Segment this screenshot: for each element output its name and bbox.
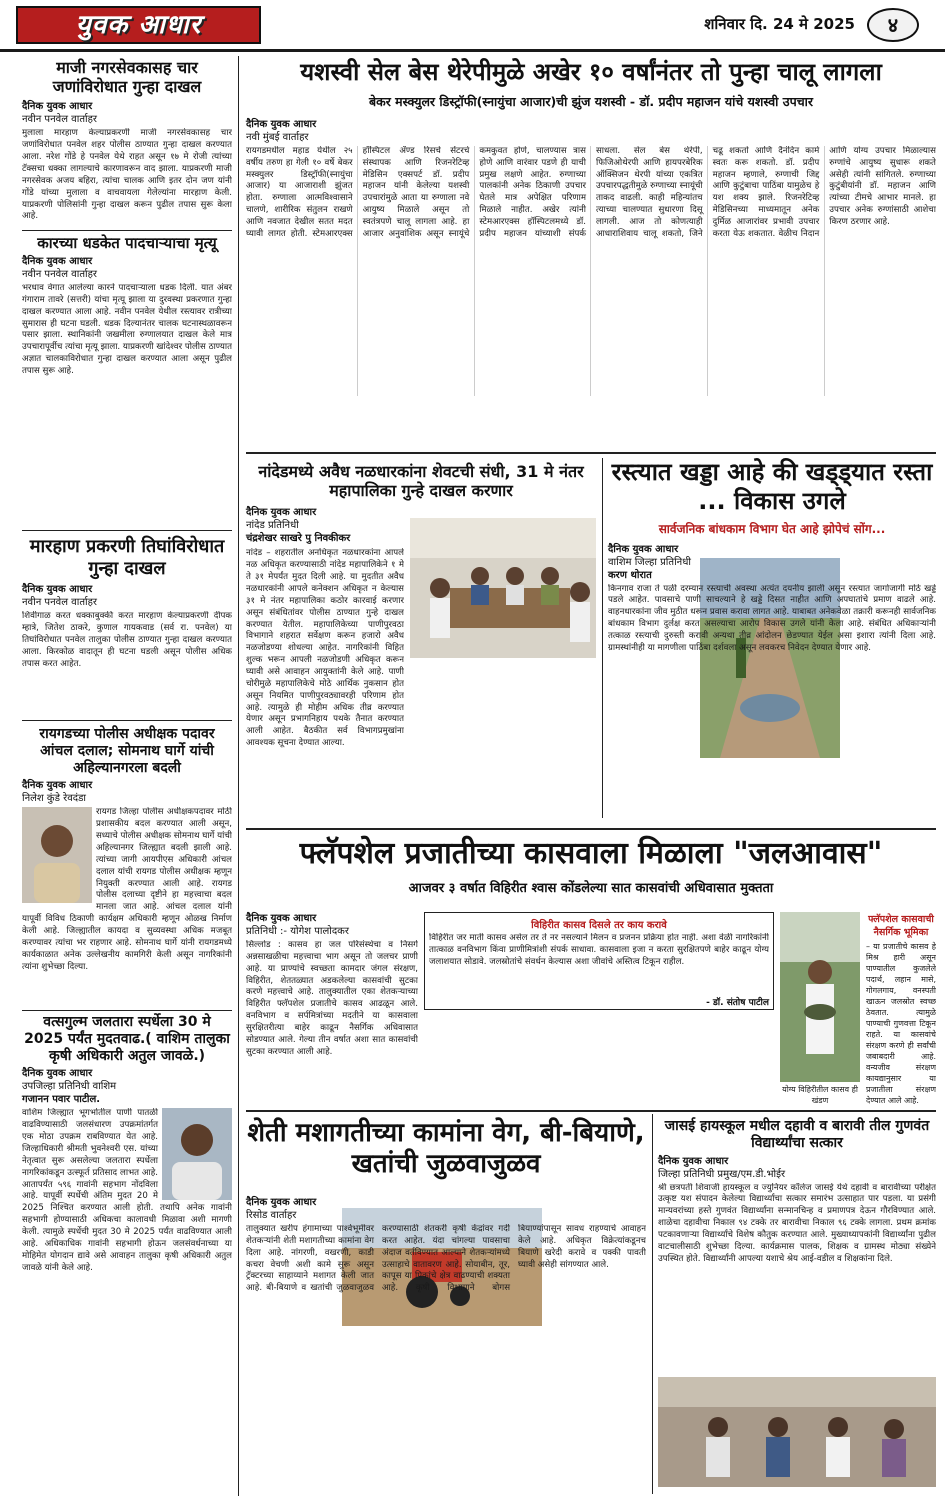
float-spacer xyxy=(158,1108,232,1202)
story-turtle xyxy=(246,836,936,896)
lead-headline: यशस्वी सेल बेस थेरेपीमुळे अखेर १० वर्षांनंतर तो पुन्हा चालू लागला xyxy=(300,58,882,86)
column-divider xyxy=(602,458,603,818)
story-road xyxy=(608,458,936,834)
headline: शेती मशागतीच्या कामांना वेग, बी-बियाणे, खतांची जुळवाजुळव xyxy=(247,1118,645,1180)
lead-body: रायगडमधील महाड येथील २५ वर्षीय तरुण हा गेली १० वर्षे बेकर मस्क्युलर डिस्ट्रॉफी(स्नायुंचा आजार) या आजाराशी झुंजत होता. रुग्णाला आत्मविश्वासाने चालणे, शारीरिक संतुलन राखणे आणि नवजात देखील सतत मदत घ्यावी लागत होती. स्टेमआरएक्स हॉस्पिटल ॲण्ड रिसर्च सेंटरचे संस्थापक आणि रिजनरेटिव्ह मेडिसिन एक्सपर्ट डॉ. प्रदीप महाजन यांनी केलेल्या यशस्वी उपचारांमुळे आता या रुग्णाला नवे आयुष्य मिळाले असून तो स्वतंत्रपणे चालू लागला आहे. हा आजार अनुवांशिक असून स्नायूंचे कमकुवत होणे, चालण्यास त्रास होणे आणि वारंवार पडणे ही याची प्रमुख लक्षणे आहेत. रुग्णाच्या पालकांनी अनेक ठिकाणी उपचार घेतले मात्र अपेक्षित परिणाम मिळाले नाहीत. अखेर त्यांनी स्टेमआरएक्स हॉस्पिटलमध्ये डॉ. प्रदीप महाजन यांच्याशी संपर्क साधला. सेल बेस थेरेपी, फिजिओथेरपी आणि हायपरबेरिक ऑक्सिजन थेरपी यांच्या एकत्रित उपचारपद्धतीमुळे रुग्णाच्या स्नायूंची ताकद वाढली. काही महिन्यांतच त्याच्या चालण्यात सुधारणा दिसू लागली. आज तो कोणत्याही आधाराशिवाय चालू शकतो, जिने चढू शकतो आणि दैनंदिन कामे स्वतः करू शकतो. डॉ. प्रदीप महाजन म्हणाले, रुग्णाची जिद्द आणि कुटुंबाचा पाठिंबा यामुळेच हे यश शक्य झाले. रिजनरेटिव्ह मेडिसिनच्या माध्यमातून अनेक दुर्मिळ आजारांवर प्रभावी उपचार करता येऊ शकतात. वेळीच निदान आणि योग्य उपचार मिळाल्यास रुग्णांचे आयुष्य सुधारू शकते असेही त्यांनी सांगितले. रुग्णाच्या कुटुंबीयांनी डॉ. महाजन आणि त्यांच्या टीमचे आभार मानले. हा उपचार अनेक रुग्णांसाठी आशेचा किरण ठरणार आहे. xyxy=(246,145,936,239)
farming-body-wrap xyxy=(246,1196,646,1494)
issue-date: शनिवार दि. 24 मे 2025 xyxy=(704,15,855,33)
turtle-col1 xyxy=(246,912,418,1126)
headline: वत्सगुल्म जलतारा स्पर्धेला 30 मे 2025 पर्यंत मुदतवाढ.( वाशिम तालुका कृषी अधिकारी अतुल जावळे.) xyxy=(24,1014,230,1064)
story-jaltara xyxy=(22,1014,232,1478)
newspaper-logo: युवक आधार xyxy=(16,6,261,44)
box-signature: - डॉ. संतोष पाटील xyxy=(706,998,769,1008)
divider xyxy=(22,1010,232,1011)
meeting-image xyxy=(410,518,596,658)
meeting-photo xyxy=(410,518,596,658)
article-body xyxy=(22,1108,232,1478)
box-title: विहिरीत कासव दिसले तर काय करावे xyxy=(531,920,667,931)
side-title: फ्लॅपशेल कासवाची नैसर्गिक भूमिका xyxy=(868,914,934,938)
story-farming xyxy=(246,1118,646,1180)
story-school xyxy=(658,1118,936,1487)
byline-place: निलेश कुंडे रेवदंडा xyxy=(22,793,87,805)
article-body: मुलाला मारहाण केल्याप्रकरणी माजी नगरसेवकासह चार जणांविरोधात पनवेल शहर पोलीस ठाण्यात गुन्हा दाखल करण्यात आला. नरेश गोंडे हे पनवेल येथे राहत असून १७ मे रोजी त्यांच्या टॅक्सचा धक्का लागल्याचे कारणावरून वाद झाला. याप्रकरणी माजी नगरसेवक अजय बहिरा, त्यांचा चालक आणि इतर दोन जण यांनी गोंडे यांच्या मुलाला व वाचवायला गेलेल्यांना मारहाण केली. याप्रकरणी पोलिसांनी गुन्हा दाखल करून पुढील तपास सुरू केला आहे. xyxy=(22,128,232,222)
byline-org: दैनिक युवक आधार xyxy=(246,913,317,924)
divider xyxy=(22,530,232,531)
divider xyxy=(246,828,936,830)
byline-place: प्रतिनिधी :- योगेश पालोदकर xyxy=(246,926,349,937)
divider xyxy=(246,452,936,454)
byline xyxy=(22,100,232,126)
float-spacer xyxy=(22,807,96,905)
article-text: रायगड जिल्हा पोलीस अधीक्षकपदावर मोठी प्रशासकीय बदल करण्यात आली असून, सध्याचे पोलीस अधीक्षक सोमनाथ घार्गे यांची अहिल्यानगर जिल्ह्यात बदली झाली आहे. त्यांच्या जागी आयपीएस अधिकारी आंचल दलाल यांची रायगड पोलीस अधीक्षक म्हणून नियुक्ती करण्यात आली आहे. रायगड पोलीस दलाच्या दृष्टीने हा महत्त्वाचा बदल मानला जात आहे. आंचल दलाल यांनी यापूर्वी विविध ठिकाणी कार्यक्षम अधिकारी म्हणून ओळख निर्माण केली आहे. जिल्ह्यातील कायदा व सुव्यवस्था अधिक मजबूत करण्यावर त्यांचा भर राहणार आहे. सोमनाथ घार्गे यांनी रायगडमध्ये कार्यकाळात अनेक उल्लेखनीय कामगिरी केली असून नागरिकांनी त्यांना शुभेच्छा दिल्या. xyxy=(22,807,232,972)
story-raigad-police xyxy=(22,726,232,1057)
article-wrap xyxy=(246,1224,646,1494)
story-nagarsevak xyxy=(22,58,232,226)
byline-name: करण थोरात xyxy=(608,569,652,581)
column-divider xyxy=(652,1114,653,1494)
story-assault xyxy=(22,536,232,721)
headline: नांदेडमध्ये अवैध नळधारकांना शेवटची संधी, 31 मे नंतर महापालिका गुन्हे दाखल करणार xyxy=(258,462,584,501)
masthead xyxy=(0,0,945,52)
headline: रायगडच्या पोलीस अधीक्षक पदावर आंचल दलाल; सोमनाथ घार्गे यांची अहिल्यानगरला बदली xyxy=(39,726,215,776)
headline: रस्त्यात खड्डा आहे की खड्ड्यात रस्ता ... विकास उगले xyxy=(611,458,933,515)
byline xyxy=(22,583,232,609)
article-text: वाशिम जिल्ह्यात भूगर्भातील पाणी पातळी वाढविण्यासाठी जलसंधारण उपक्रमांतर्गत एक मोठा उपक्रम राबविण्यात येत आहे. जिल्हाधिकारी श्रीमती भुवनेश्वरी एस. यांच्या नेतृत्वात सुरू असलेल्या जलतारा स्पर्धेला नागरिकांकडून उत्स्फूर्त प्रतिसाद लाभत आहे. आतापर्यंत ५९६ गावांनी सहभाग नोंदविला आहे. यापूर्वी स्पर्धेची अंतिम मुदत 20 मे 2025 निश्चित करण्यात आली होती. तथापि अनेक गावांनी सहभागी होण्यासाठी अधिकचा कालावधी मिळावा अशी मागणी केली. त्यामुळे स्पर्धेची मुदत 30 मे 2025 पर्यंत वाढविण्यात आली आहे. अधिकाधिक गावांनी सहभागी होऊन जलसंवर्धनाच्या या मोहिमेत योगदान द्यावे असे आवाहन तालुका कृषी अधिकारी अतुल जावळे यांनी केले आहे. xyxy=(22,1108,232,1273)
headline: मारहाण प्रकरणी तिघांविरोधात गुन्हा दाखल xyxy=(29,536,225,579)
byline-place: नवीन पनवेल वार्ताहर xyxy=(22,597,98,609)
byline-place: नांदेड प्रतिनिधी xyxy=(246,520,299,532)
byline-org: दैनिक युवक आधार xyxy=(246,1197,317,1208)
byline-org: दैनिक युवक आधार xyxy=(22,256,93,267)
byline xyxy=(22,255,232,281)
byline-org: दैनिक युवक आधार xyxy=(22,780,93,792)
turtle-side-box xyxy=(866,912,936,1111)
story-nanded xyxy=(246,462,596,808)
turtle-expert-box xyxy=(424,912,774,1010)
byline-place: वाशिम जिल्हा प्रतिनिधी xyxy=(608,556,691,568)
byline-place: नवीन पनवेल वार्ताहर xyxy=(22,269,98,280)
byline-place: उपजिल्हा प्रतिनिधी वाशिम xyxy=(22,1081,117,1093)
article-wrap xyxy=(246,548,596,808)
column-divider xyxy=(238,56,239,1496)
subhead: आजवर ३ वर्षात विहिरीत श्वास कोंडलेल्या सात कासवांची अधिवासात मुक्तता xyxy=(408,881,774,896)
article-body: नांदेड – शहरातील अनधिकृत नळधारकांना आपले नळ अधिकृत करण्यासाठी नांदेड महापालिकेने १ मे ते ३१ मेपर्यंत मुदत दिली आहे. या मुदतीत अवैध नळधारकांनी आपले कनेक्शन अधिकृत न केल्यास ३१ मे नंतर महापालिका कठोर कारवाई करणार असून संबंधितांवर पोलीस ठाण्यात गुन्हे दाखल करण्यात येतील. महापालिकेच्या पाणीपुरवठा विभागाने शहरात सर्वेक्षण करून हजारो अवैध नळजोडण्या शोधल्या आहेत. नागरिकांनी विहित शुल्क भरून आपली नळजोडणी अधिकृत करून घ्यावी असे आवाहन आयुक्तांनी केले आहे. पाणी चोरीमुळे महापालिकेचे मोठे आर्थिक नुकसान होत असून नियमित पाणीपुरवठ्यावरही परिणाम होत आहे. त्यामुळे ही मोहीम अधिक तीव्र करण्यात येणार असून प्रभागनिहाय पथके तैनात करण्यात आली आहेत. बैठकीत सर्व विभागप्रमुखांना आवश्यक सूचना देण्यात आल्या. xyxy=(246,548,404,749)
byline-place: नवीन पनवेल वार्ताहर xyxy=(22,114,98,126)
turtle-release-photo xyxy=(780,912,860,1082)
divider xyxy=(22,720,232,721)
byline-place: जिल्हा प्रतिनिधी प्रमुख/एम.डी.भोईर xyxy=(658,1168,786,1180)
article-body: शिवीगाळ करत धक्काबुक्की करत मारहाण केल्याप्रकरणी दीपक म्हात्रे, जितेश ठाकरे, कुणाल गायकवाड (सर्व रा. पनवेल) या तिघांविरोधात पनवेल तालुका पोलीस ठाण्यात गुन्हा दाखल करण्यात आला. किरकोळ वादातून ही घटना घडली असून पोलीस अधिक तपास करत आहेत. xyxy=(22,611,232,669)
byline xyxy=(22,779,232,805)
subhead: सार्वजनिक बांधकाम विभाग घेत आहे झोपेचं सोंग... xyxy=(658,521,886,536)
article-body: सिल्लोड : कासव हा जल परिसंस्थेचा व निसर्ग अन्नसाखळीचा महत्त्वाचा भाग असून तो जलचर प्राणी आहे. या प्राण्यांचे स्वच्छता कामदार जंगल संरक्षण, विहिरीत, शेततळ्यात अडकलेल्या कासवांची सुटका करणे महत्त्वाचे आहे. तालुक्यातील एका शेतकऱ्याच्या विहिरीत फ्लॅपशेल प्रजातीचे कासव आढळून आले. वनविभाग व सर्पमित्रांच्या मदतीने या कासवाला सुरक्षितरीत्या बाहेर काढून नैसर्गिक अधिवासात सोडण्यात आले. गेल्या तीन वर्षात अशा सात कासवांची सुटका करण्यात आली आहे. xyxy=(246,940,418,1057)
byline-place: नवी मुंबई वार्ताहर xyxy=(246,131,309,143)
lead-story xyxy=(246,58,936,396)
box-body: विहिरीत जर माती कासव असेल तर ते नर नसल्याने मिलन व प्रजनन प्रक्रिया होत नाही. अशा वेळी नागरिकांनी तात्काळ वनविभाग किंवा प्राणीमित्रांशी संपर्क साधावा. कासवाला इजा न करता सुरक्षितपणे बाहेर काढून योग्य जलाशयात सोडावे. जलस्रोतांचे संवर्धन केल्यास अशा जीवांचे अस्तित्व टिकून राहील. xyxy=(429,933,769,967)
byline-org: दैनिक युवक आधार xyxy=(658,1155,729,1167)
byline-org: दैनिक युवक आधार xyxy=(246,507,317,519)
page-number: ४ xyxy=(867,8,919,42)
byline-name: चंद्रशेखर साखरे पु निवकीकर xyxy=(246,533,351,545)
article-wrap xyxy=(22,1108,232,1478)
article-wrap xyxy=(608,584,936,834)
story-car-accident xyxy=(22,234,232,519)
lead-subhead: बेकर मस्क्युलर डिस्ट्रॉफी(स्नायुंचा आजार)ची झुंज यशस्वी - डॉ. प्रदीप महाजन यांचे यशस्वी उपचार xyxy=(368,93,813,109)
turtle-image xyxy=(780,912,860,1082)
article-body: श्री छत्रपती शिवाजी हायस्कूल व ज्युनियर कॉलेज जासई येथे दहावी व बारावीच्या परीक्षेत उत्कृष्ट यश संपादन केलेल्या विद्यार्थ्यांचा सत्कार समारंभ उत्साहात पार पडला. या प्रसंगी मान्यवरांच्या हस्ते गुणवंत विद्यार्थ्यांना सन्मानचिन्ह व प्रमाणपत्र देऊन गौरविण्यात आले. शाळेचा दहावीचा निकाल ९४ टक्के तर बारावीचा निकाल ९६ टक्के लागला. प्रथम क्रमांक पटकावणाऱ्या विद्यार्थ्यांचे विशेष कौतुक करण्यात आले. मुख्याध्यापकांनी विद्यार्थ्यांना पुढील वाटचालीसाठी शुभेच्छा दिल्या. कार्यक्रमास पालक, शिक्षक व ग्रामस्थ मोठ्या संख्येने उपस्थित होते. विद्यार्थ्यांनी आपल्या यशाचे श्रेय आई-वडील व शिक्षकांना दिले. xyxy=(658,1182,936,1264)
byline-org: दैनिक युवक आधार xyxy=(608,543,679,555)
byline-place: रिसोड वार्ताहर xyxy=(246,1210,297,1221)
byline xyxy=(22,1067,232,1106)
byline-org: दैनिक युवक आधार xyxy=(22,584,93,596)
headline: जासई हायस्कूल मधील दहावी व बारावी तील गुणवंत विद्यार्थ्यांचा सत्कार xyxy=(664,1118,930,1151)
byline-org: दैनिक युवक आधार xyxy=(22,1068,93,1080)
byline-name: गजानन पवार पाटील. xyxy=(22,1094,101,1106)
article-text: किनगाव राजा ते पळी दरम्यान रस्त्याची अवस्था अत्यंत दयनीय झाली असून रस्त्यात जागोजागी मोठे खड्डे पडले आहेत. पावसाचे पाणी साचल्याने हे खड्डे दिसत नाहीत आणि अपघातांचे प्रमाण वाढले आहे. वाहनधारकांना जीव मुठीत धरून प्रवास करावा लागत आहे. याबाबत अनेकवेळा तक्रारी करूनही सार्वजनिक बांधकाम विभाग दुर्लक्ष करत असल्याचा आरोप विकास उगले यांनी केला आहे. संबंधित अधिकाऱ्यांनी तत्काळ रस्त्याची दुरुस्ती करावी अन्यथा तीव्र आंदोलन छेडण्यात येईल असा इशारा त्यांनी दिला आहे. ग्रामस्थांनीही या मागणीला पाठिंबा दर्शवला असून लवकरच निवेदन देण्यात येणार आहे. xyxy=(608,583,936,653)
side-body: – या प्रजातीचे कासव हे मिश्र हारी असून पाण्यातील कुजलेले पदार्थ, लहान मासे, गोगलगाय, वनस्पती खाऊन जलस्रोत स्वच्छ ठेवतात. त्यामुळे पाण्याची गुणवत्ता टिकून राहते. या कासवांचे संरक्षण करणे ही सर्वांची जबाबदारी आहे. वन्यजीव संरक्षण कायद्यानुसार या प्रजातीला संरक्षण देण्यात आले आहे. xyxy=(866,942,936,1106)
photo-caption: योग्य विहिरीतील कासव ही खंडण xyxy=(782,1085,858,1105)
byline xyxy=(658,1155,936,1181)
felicitation-photo xyxy=(658,1377,936,1487)
byline-org: दैनिक युवक आधार xyxy=(22,101,93,113)
article-body: भरधाव वेगात आलेल्या कारने पादचाऱ्याला धडक दिली. यात अंबर गंगाराम तावरे (सत्तरी) यांचा मृत्यू झाला या दुरवस्था प्रकरणात गुन्हा दाखल करण्यात आला आहे. नवीन पनवेल येथील रस्त्यावर रात्रीच्या सुमारास ही घटना घडली. धडक दिल्यानंतर चालक घटनास्थळावरून पसार झाला. स्थानिकांनी जखमीला रुग्णालयात दाखल केले मात्र उपचारापूर्वीच त्यांचा मृत्यू झाला. याप्रकरणी खांदेश्वर पोलीस ठाण्यात अज्ञात चालकाविरोधात गुन्हा दाखल करण्यात आला असून पुढील तपास सुरू आहे. xyxy=(22,283,232,377)
byline xyxy=(246,118,936,144)
headline: कारच्या धडकेत पादचाऱ्याचा मृत्यू xyxy=(37,234,217,252)
article-body: तालुक्यात खरीप हंगामाच्या पार्श्वभूमीवर शेतकऱ्यांनी शेती मशागतीच्या कामांना वेग दिला आहे. नांगरणी, वखरणी, काडी कचरा वेचणी अशी कामे सुरू असून ट्रॅक्टरच्या साहाय्याने मशागत केली जात आहे. बी-बियाणे व खतांची जुळवाजुळव करण्यासाठी शेतकरी कृषी केंद्रांवर गर्दी करत आहेत. यंदा चांगल्या पावसाचा अंदाज वर्तविण्यात आल्याने शेतकऱ्यांमध्ये उत्साहाचे वातावरण आहे. सोयाबीन, तूर, कापूस या पिकांचे क्षेत्र वाढण्याची शक्यता आहे. कृषी विभागाने बोगस बियाण्यांपासून सावध राहण्याचे आवाहन केले आहे. अधिकृत विक्रेत्यांकडूनच बियाणे खरेदी करावे व पक्की पावती घ्यावी असेही सांगण्यात आले. xyxy=(246,1224,646,1294)
divider xyxy=(246,1110,936,1112)
byline-org: दैनिक युवक आधार xyxy=(246,118,317,130)
students-image xyxy=(658,1377,936,1487)
headline: माजी नगरसेवकासह चार जणांविरोधात गुन्हा दाखल xyxy=(52,58,202,97)
divider xyxy=(22,230,232,231)
article-body xyxy=(608,584,936,834)
byline xyxy=(246,912,418,938)
headline: फ्लॅपशेल प्रजातीच्या कासवाला मिळाला "जलआवास" xyxy=(299,836,883,871)
